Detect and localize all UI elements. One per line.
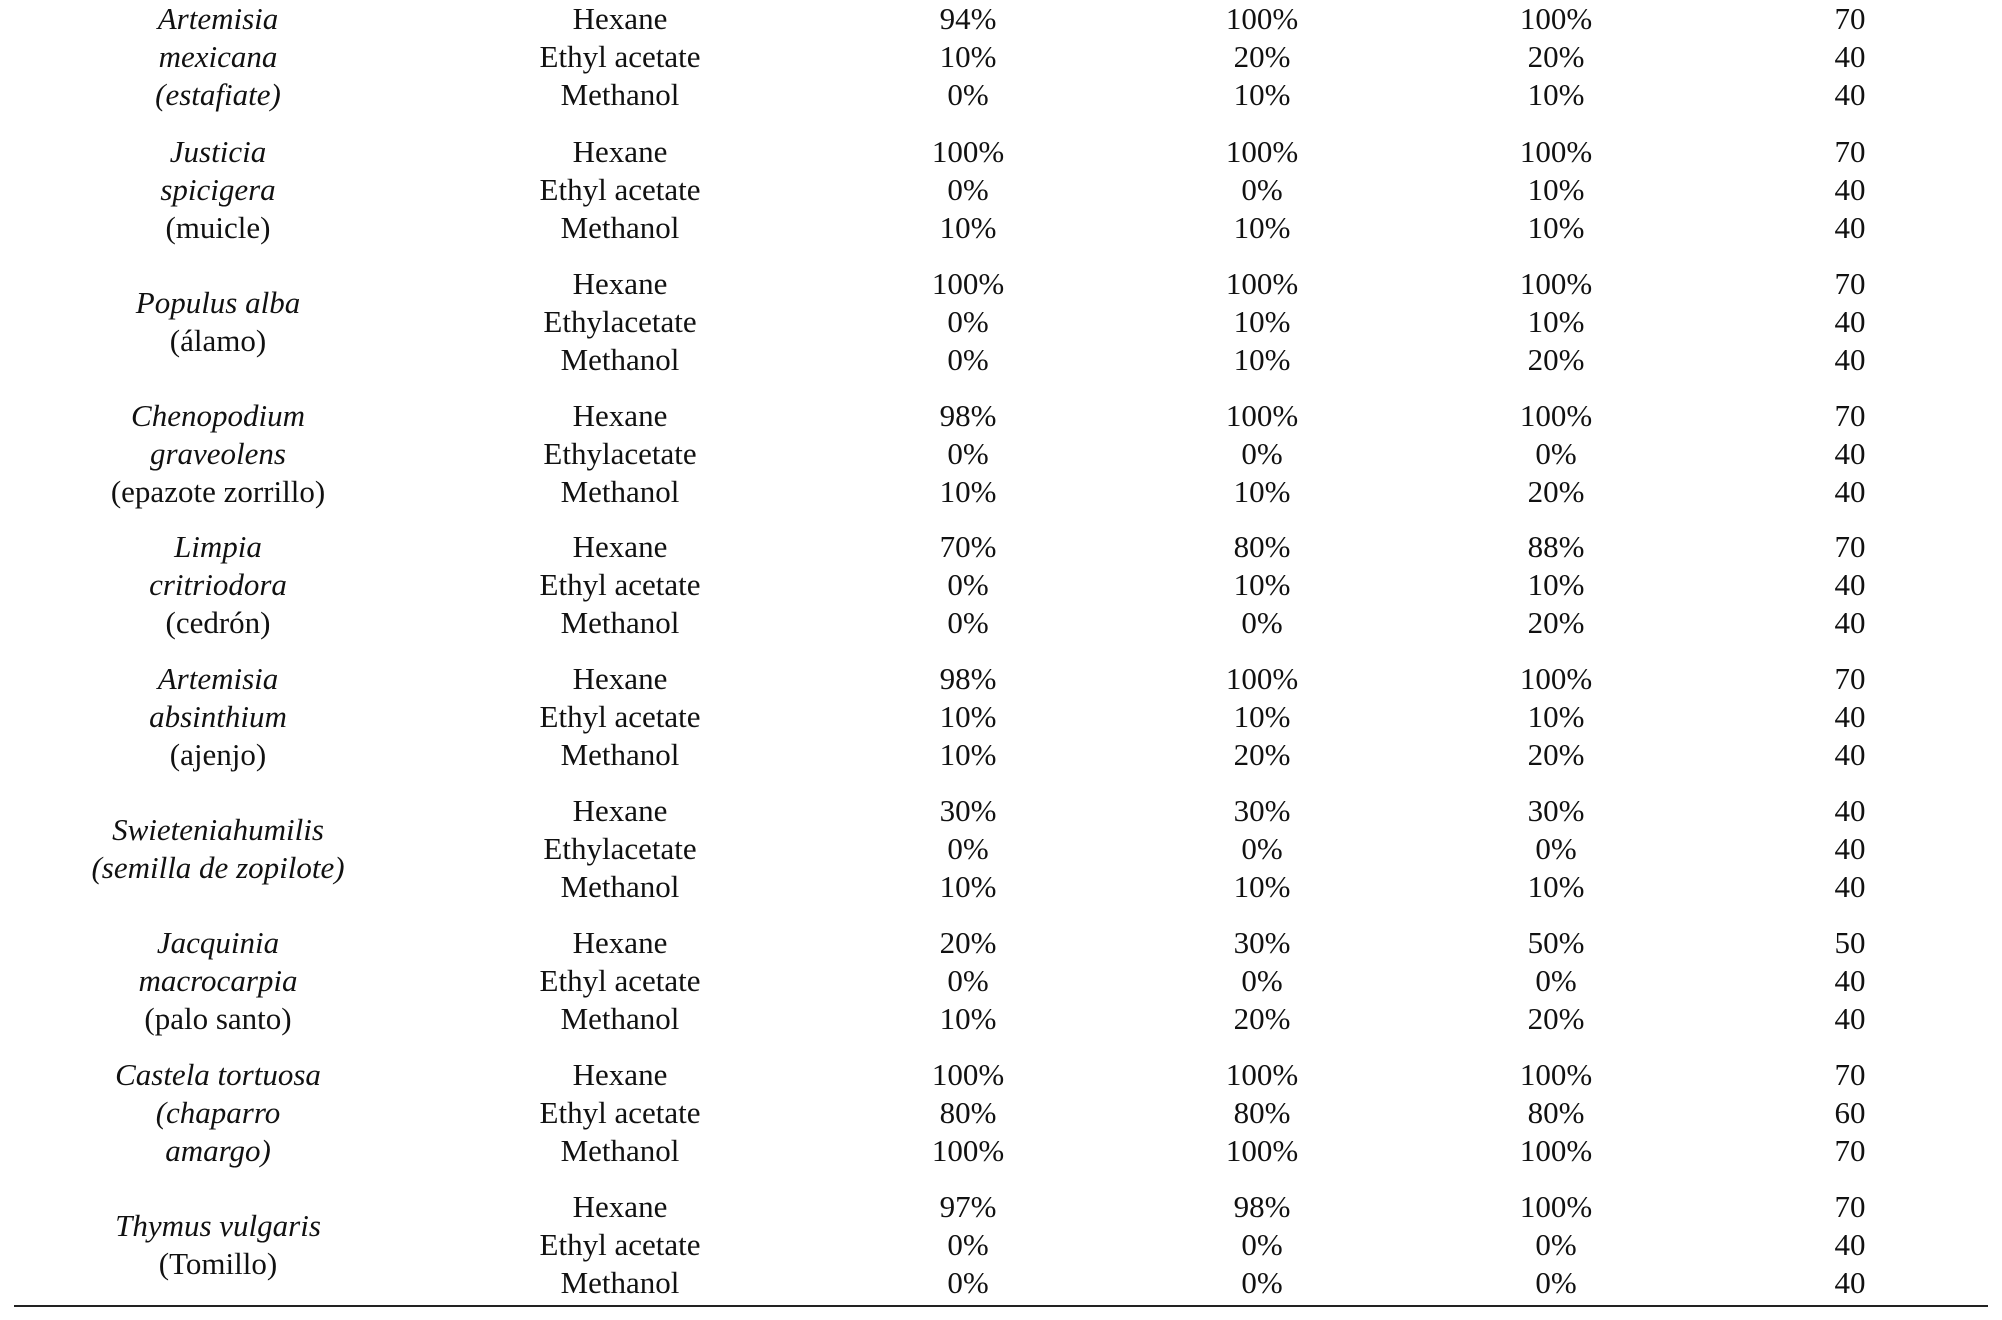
plant-group [0,265,2002,397]
value-cell: 10% [1527,304,1585,339]
solvent-cell: Methanol [560,1133,680,1168]
value-cell: 10% [939,869,997,904]
value-cell: 88% [1527,529,1585,564]
solvent-cell: Hexane [572,529,668,564]
plant-group [0,1188,2002,1320]
value-cell: 0% [1535,436,1577,471]
value-cell: 0% [947,1265,989,1300]
value-cell: 80% [939,1095,997,1130]
plant-name-line: Thymus vulgaris [115,1208,321,1243]
value-cell: 30% [1527,793,1585,828]
value-cell: 100% [1519,661,1593,696]
plant-name-line: (epazote zorrillo) [110,474,326,509]
plant-group [0,1056,2002,1188]
value-cell: 10% [1233,304,1291,339]
solvent-cell: Methanol [560,1001,680,1036]
value-cell: 94% [939,1,997,36]
value-cell: 0% [947,963,989,998]
solvent-cell: Methanol [560,210,680,245]
value-cell: 20% [1527,474,1585,509]
value-cell: 0% [947,77,989,112]
plant-name-line: Castela tortuosa [115,1057,321,1092]
value-cell: 40 [1834,605,1866,640]
value-cell: 100% [1519,1133,1593,1168]
plant-name-line: (ajenjo) [169,737,267,772]
plant-name-line: macrocarpia [138,963,298,998]
value-cell: 40 [1834,436,1866,471]
value-cell: 100% [931,1133,1005,1168]
value-cell: 100% [1225,134,1299,169]
solvent-cell: Hexane [572,793,668,828]
value-cell: 0% [1241,963,1283,998]
value-cell: 70% [939,529,997,564]
value-cell: 0% [1241,172,1283,207]
value-cell: 100% [1225,398,1299,433]
value-cell: 30% [939,793,997,828]
plant-name-line: Artemisia [157,661,279,696]
value-cell: 10% [1233,77,1291,112]
plant-name-line: (Tomillo) [158,1246,278,1281]
plant-name [136,284,300,360]
value-cell: 100% [1519,1057,1593,1092]
value-cell: 80% [1527,1095,1585,1130]
value-cell: 40 [1834,210,1866,245]
value-cell: 40 [1834,474,1866,509]
value-cell: 0% [1535,963,1577,998]
value-cell: 20% [1233,1001,1291,1036]
table-bottom-rule [14,1305,1988,1307]
value-cell: 100% [931,1057,1005,1092]
value-cell: 100% [1519,134,1593,169]
solvent-cell: Ethyl acetate [539,567,701,602]
plant-name-line: Swieteniahumilis [112,812,324,847]
plant-name [155,0,281,114]
plant-name-line: (estafiate) [155,77,281,112]
solvent-cell: Ethyl acetate [539,39,701,74]
value-cell: 100% [1225,1133,1299,1168]
plant-name-line: (palo santo) [144,1001,292,1036]
value-cell: 20% [1233,39,1291,74]
plant-name [139,924,298,1038]
value-cell: 10% [1233,474,1291,509]
value-cell: 10% [939,210,997,245]
plant-group [0,528,2002,660]
value-cell: 30% [1233,793,1291,828]
plant-name-line: spicigera [160,172,276,207]
value-cell: 0% [1535,1227,1577,1262]
plant-group [0,397,2002,529]
value-cell: 20% [1527,342,1585,377]
value-cell: 40 [1834,963,1866,998]
plant-group [0,792,2002,924]
value-cell: 0% [947,567,989,602]
solvent-cell: Hexane [572,398,668,433]
value-cell: 80% [1233,529,1291,564]
solvent-cell: Hexane [572,661,668,696]
value-cell: 40 [1834,737,1866,772]
value-cell: 98% [939,398,997,433]
value-cell: 10% [1233,567,1291,602]
plant-name-line: (semilla de zopilote) [91,850,345,885]
value-cell: 20% [1527,39,1585,74]
value-cell: 50 [1834,925,1866,960]
plant-name-line: Artemisia [157,1,279,36]
value-cell: 10% [939,39,997,74]
value-cell: 0% [1241,1265,1283,1300]
plant-group [0,924,2002,1056]
solvent-cell: Hexane [572,1189,668,1224]
value-cell: 40 [1834,77,1866,112]
plant-name-line: mexicana [158,39,278,74]
value-cell: 40 [1834,793,1866,828]
solvent-cell: Hexane [572,1,668,36]
plant-name-line: critriodora [149,567,287,602]
value-cell: 10% [1233,210,1291,245]
value-cell: 0% [947,605,989,640]
value-cell: 100% [1519,266,1593,301]
value-cell: 30% [1233,925,1291,960]
solvent-cell: Methanol [560,474,680,509]
value-cell: 70 [1834,398,1866,433]
value-cell: 40 [1834,1001,1866,1036]
value-cell: 20% [939,925,997,960]
solvent-cell: Hexane [572,266,668,301]
value-cell: 0% [947,342,989,377]
value-cell: 100% [1225,266,1299,301]
solvent-cell: Methanol [560,737,680,772]
value-cell: 50% [1527,925,1585,960]
value-cell: 40 [1834,567,1866,602]
solvent-cell: Methanol [560,342,680,377]
value-cell: 0% [1241,605,1283,640]
value-cell: 10% [1527,77,1585,112]
value-cell: 10% [1527,567,1585,602]
value-cell: 40 [1834,304,1866,339]
value-cell: 40 [1834,1227,1866,1262]
plant-name-line: Chenopodium [131,398,305,433]
value-cell: 100% [1225,1,1299,36]
value-cell: 0% [947,1227,989,1262]
plant-name [115,1207,321,1283]
value-cell: 10% [1527,699,1585,734]
value-cell: 0% [1241,436,1283,471]
solvent-cell: Hexane [572,134,668,169]
value-cell: 70 [1834,529,1866,564]
value-cell: 97% [939,1189,997,1224]
solvent-cell: Ethyl acetate [539,963,701,998]
plant-name [91,811,344,887]
value-cell: 0% [1535,831,1577,866]
value-cell: 100% [931,266,1005,301]
solvent-cell: Ethyl acetate [539,1095,701,1130]
plant-name-line: (chaparro [155,1095,281,1130]
plant-name-line: (álamo) [169,323,267,358]
value-cell: 20% [1527,1001,1585,1036]
value-cell: 100% [1225,1057,1299,1092]
value-cell: 10% [1233,699,1291,734]
value-cell: 40 [1834,342,1866,377]
solvent-cell: Ethyl acetate [539,172,701,207]
plant-name [160,133,275,247]
value-cell: 10% [1527,210,1585,245]
plant-group [0,660,2002,792]
plant-name-line: (muicle) [165,210,271,245]
value-cell: 40 [1834,172,1866,207]
value-cell: 70 [1834,134,1866,169]
plant-name-line: Populus alba [135,285,301,320]
value-cell: 100% [931,134,1005,169]
value-cell: 40 [1834,831,1866,866]
solvent-cell: Ethylacetate [543,436,697,471]
value-cell: 0% [1241,1227,1283,1262]
plant-group [0,0,2002,132]
value-cell: 70 [1834,1189,1866,1224]
value-cell: 0% [1241,831,1283,866]
value-cell: 20% [1233,737,1291,772]
solvent-cell: Hexane [572,925,668,960]
solvent-cell: Methanol [560,77,680,112]
value-cell: 40 [1834,699,1866,734]
value-cell: 100% [1519,1189,1593,1224]
solvent-cell: Ethyl acetate [539,1227,701,1262]
solvent-cell: Ethylacetate [543,304,697,339]
value-cell: 20% [1527,605,1585,640]
value-cell: 0% [947,436,989,471]
value-cell: 100% [1519,1,1593,36]
value-cell: 10% [939,737,997,772]
value-cell: 60 [1834,1095,1866,1130]
value-cell: 40 [1834,869,1866,904]
value-cell: 98% [1233,1189,1291,1224]
value-cell: 10% [1233,342,1291,377]
value-cell: 70 [1834,1057,1866,1092]
plant-name-line: (cedrón) [165,605,271,640]
value-cell: 10% [1527,172,1585,207]
value-cell: 80% [1233,1095,1291,1130]
value-cell: 20% [1527,737,1585,772]
plant-name [111,397,325,511]
value-cell: 100% [1225,661,1299,696]
solvent-cell: Hexane [572,1057,668,1092]
plant-name-line: Justicia [169,134,267,169]
plant-name-line: Jacquinia [156,925,280,960]
value-cell: 10% [939,474,997,509]
solvent-cell: Ethylacetate [543,831,697,866]
value-cell: 70 [1834,1133,1866,1168]
plant-name [149,660,287,774]
plant-name [149,528,287,642]
value-cell: 100% [1519,398,1593,433]
value-cell: 70 [1834,266,1866,301]
solvent-cell: Ethyl acetate [539,699,701,734]
solvent-cell: Methanol [560,869,680,904]
value-cell: 98% [939,661,997,696]
value-cell: 0% [947,831,989,866]
value-cell: 40 [1834,39,1866,74]
value-cell: 10% [1233,869,1291,904]
solvent-cell: Methanol [560,1265,680,1300]
plant-name-line: graveolens [149,436,287,471]
value-cell: 40 [1834,1265,1866,1300]
plant-name-line: absinthium [149,699,287,734]
plant-name [115,1056,321,1170]
plant-group [0,133,2002,265]
value-cell: 70 [1834,661,1866,696]
plant-name-line: amargo) [165,1133,271,1168]
value-cell: 0% [947,304,989,339]
value-cell: 10% [939,699,997,734]
value-cell: 0% [947,172,989,207]
value-cell: 0% [1535,1265,1577,1300]
value-cell: 70 [1834,1,1866,36]
solvent-cell: Methanol [560,605,680,640]
plant-name-line: Limpia [174,529,262,564]
value-cell: 10% [1527,869,1585,904]
value-cell: 10% [939,1001,997,1036]
